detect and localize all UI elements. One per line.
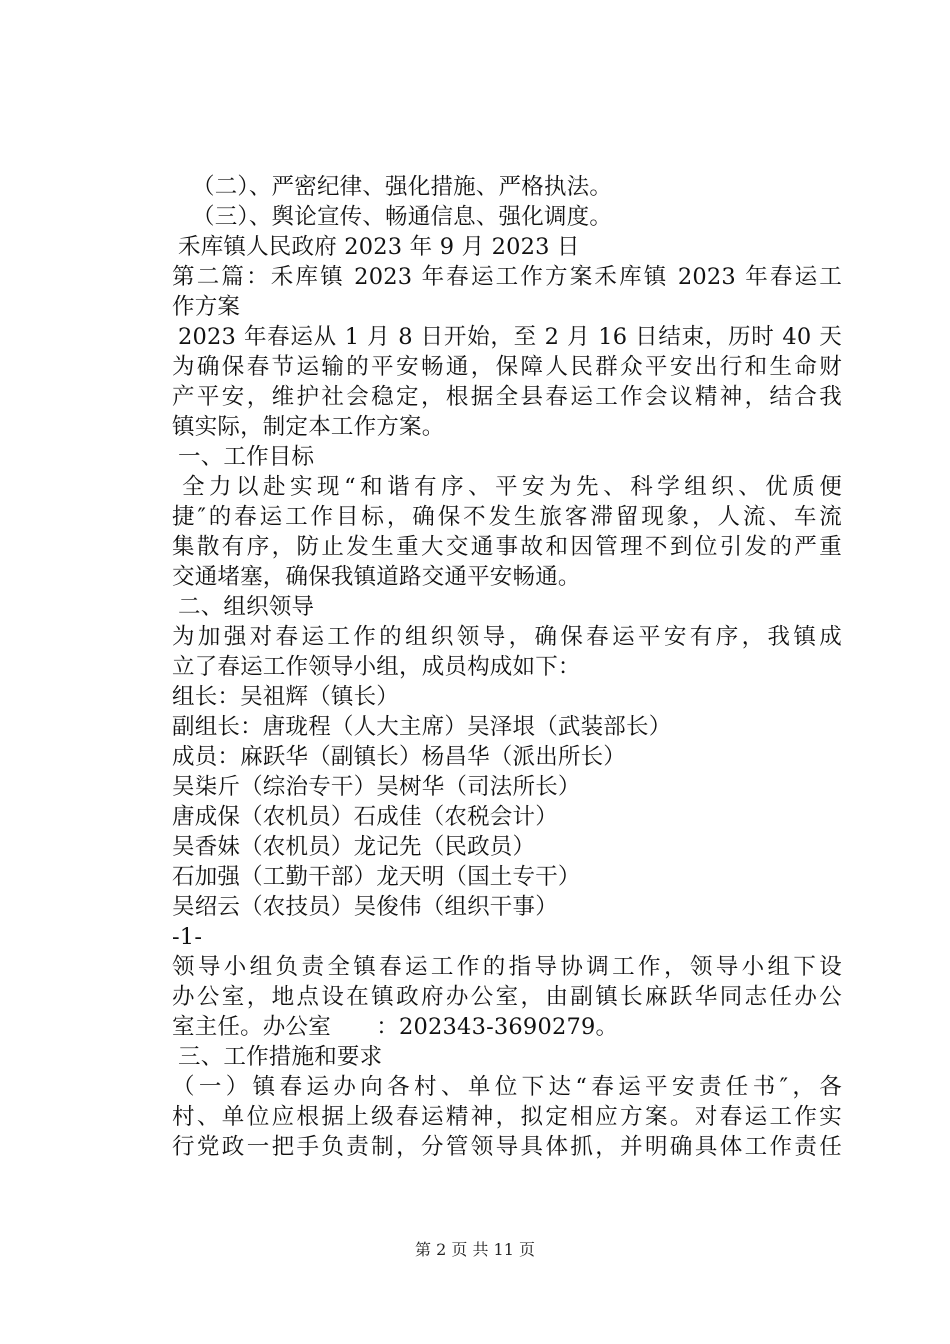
text-line: 交通堵塞，确保我镇道路交通平安畅通。: [172, 564, 581, 590]
text-line: 2023 年春运从 1 月 8 日开始，至 2 月 16 日结束，历时 40 天: [178, 324, 842, 350]
text-line: 禾库镇人民政府 2023 年 9 月 2023 日: [178, 234, 580, 260]
text-line: 村、单位应根据上级春运精神，拟定相应方案。对春运工作实: [172, 1104, 842, 1130]
text-line: 立了春运工作领导小组，成员构成如下：: [172, 654, 581, 680]
text-line: 石加强（工勤干部）龙天明（国土专干）: [172, 864, 581, 890]
text-line: （一）镇春运办向各村、单位下达“春运平安责任书″，各: [172, 1074, 842, 1100]
text-line: 吴柒斤（综治专干）吴树华（司法所长）: [172, 774, 581, 800]
text-line: 唐成保（农机员）石成佳（农税会计）: [172, 804, 558, 830]
document-body: [172, 172, 842, 1162]
section-heading: 三、工作措施和要求: [178, 1044, 383, 1070]
text-line: 副组长：唐珑程（人大主席）吴泽垠（武装部长）: [172, 714, 672, 740]
text-line: 全力以赴实现“和谐有序、平安为先、科学组织、优质便: [182, 474, 842, 500]
text-line: 吴绍云（农技员）吴俊伟（组织干事）: [172, 894, 558, 920]
text-line: 镇实际，制定本工作方案。: [172, 414, 445, 440]
text-line: 第二篇：禾库镇 2023 年春运工作方案禾库镇 2023 年春运工: [172, 264, 842, 290]
text-line: 捷″的春运工作目标，确保不发生旅客滞留现象，人流、车流: [172, 504, 842, 530]
inner-page-number: -1-: [172, 924, 203, 950]
text-line: 办公室，地点设在镇政府办公室，由副镇长麻跃华同志任办公: [172, 984, 842, 1010]
text-line: 为加强对春运工作的组织领导，确保春运平安有序，我镇成: [172, 624, 842, 650]
section-heading: 二、组织领导: [178, 594, 315, 620]
text-line: 领导小组负责全镇春运工作的指导协调工作，领导小组下设: [172, 954, 842, 980]
section-heading: 一、工作目标: [178, 444, 315, 470]
text-line: 作方案: [172, 294, 241, 320]
text-line: 行党政一把手负责制，分管领导具体抓，并明确具体工作责任: [172, 1134, 842, 1160]
text-line: 室主任。办公室 ：202343-3690279。: [172, 1014, 619, 1040]
text-line: 产平安，维护社会稳定，根据全县春运工作会议精神，结合我: [172, 384, 842, 410]
text-line: 集散有序，防止发生重大交通事故和因管理不到位引发的严重: [172, 534, 842, 560]
text-line: 为确保春节运输的平安畅通，保障人民群众平安出行和生命财: [172, 354, 842, 380]
page-footer: 第 2 页 共 11 页: [415, 1240, 535, 1259]
text-line: 成员：麻跃华（副镇长）杨昌华（派出所长）: [172, 744, 627, 770]
text-line: 吴香妹（农机员）龙记先（民政员）: [172, 834, 536, 860]
text-line: （三）、舆论宣传、畅通信息、强化调度。: [192, 204, 613, 230]
text-line: 组长：吴祖辉（镇长）: [172, 684, 400, 710]
text-line: （二）、严密纪律、强化措施、严格执法。: [192, 174, 613, 200]
